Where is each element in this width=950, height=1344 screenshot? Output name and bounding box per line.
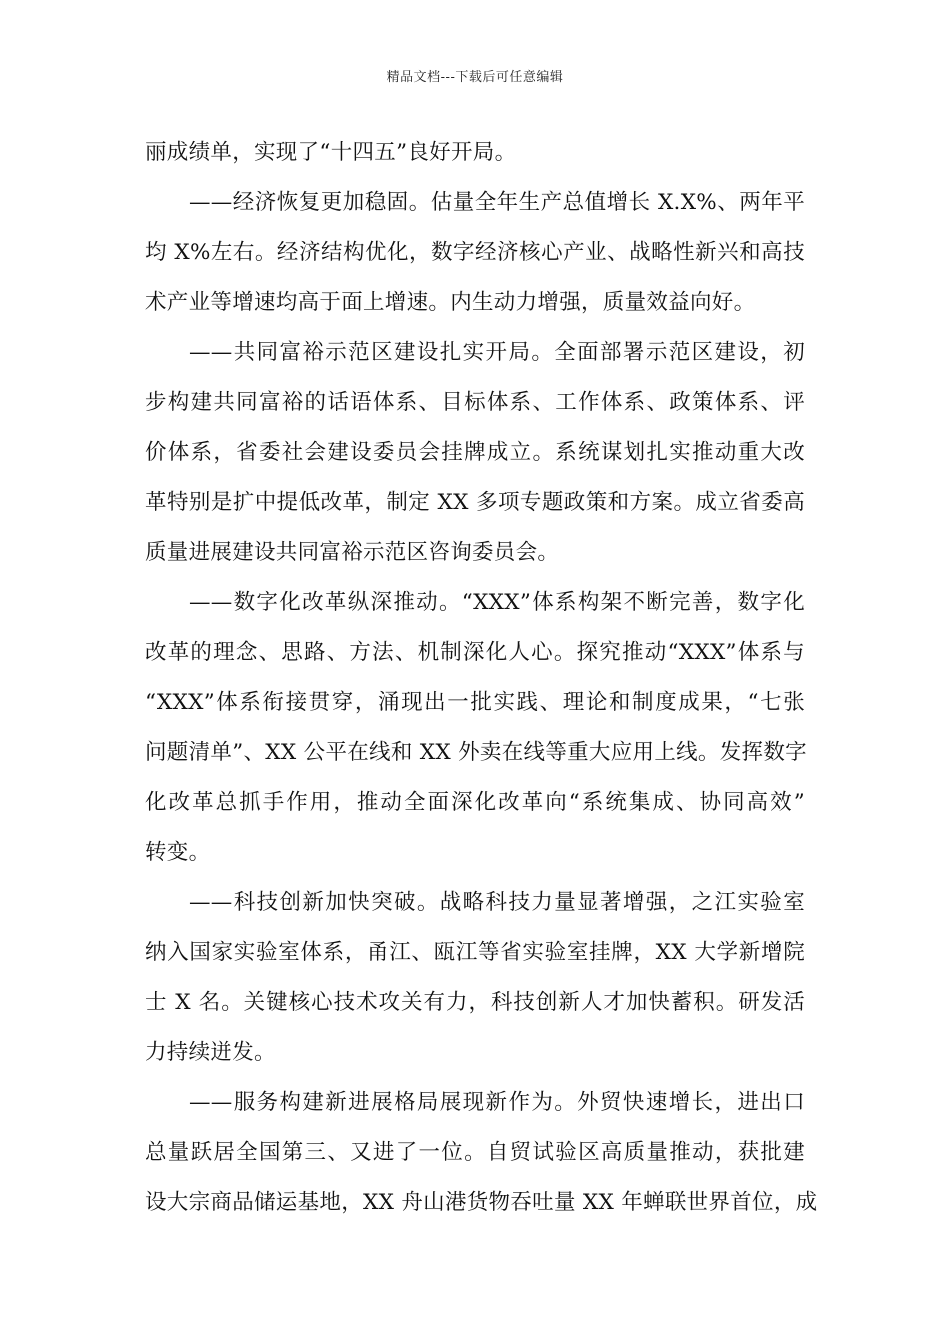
paragraph — [145, 884, 805, 1084]
paragraph-line: 纳入国家实验室体系，甬江、瓯江等省实验室挂牌，XX 大学新增院 — [145, 940, 805, 965]
paragraph-line: 设大宗商品储运基地，XX 舟山港货物吞吐量 XX 年蝉联世界首位，成 — [145, 1190, 818, 1215]
document-body — [145, 134, 818, 1234]
paragraph-line: 质量进展建设共同富裕示范区咨询委员会。 — [145, 540, 560, 565]
page-header: 精品文档---下载后可任意编辑 — [386, 70, 564, 85]
paragraph-line: ——经济恢复更加稳固。估量全年生产总值增长 X.X%、两年平 — [189, 190, 805, 215]
paragraph-line: 丽成绩单，实现了“十四五”良好开局。 — [145, 140, 517, 165]
paragraph-line: 改革的理念、思路、方法、机制深化人心。探究推动“XXX”体系与 — [145, 640, 805, 665]
paragraph-line: 问题清单”、XX 公平在线和 XX 外卖在线等重大应用上线。发挥数字 — [145, 740, 807, 765]
paragraph — [145, 184, 805, 334]
paragraph-line: 革特别是扩中提低改革，制定 XX 多项专题政策和方案。成立省委高 — [145, 490, 805, 515]
paragraph-line: “XXX”体系衔接贯穿，涌现出一批实践、理论和制度成果，“七张 — [145, 690, 805, 715]
paragraph-line: 力持续迸发。 — [145, 1040, 276, 1065]
paragraph-line: ——共同富裕示范区建设扎实开局。全面部署示范区建设，初 — [189, 340, 805, 365]
paragraph-line: ——服务构建新进展格局展现新作为。外贸快速增长，进出口 — [189, 1090, 805, 1115]
paragraph-line: 均 X%左右。经济结构优化，数字经济核心产业、战略性新兴和高技 — [145, 240, 805, 265]
paragraph-line: 转变。 — [145, 840, 211, 865]
paragraph-line: 士 X 名。关键核心技术攻关有力，科技创新人才加快蓄积。研发活 — [145, 990, 805, 1015]
paragraph — [145, 1084, 818, 1234]
paragraph-line: 总量跃居全国第三、又进了一位。自贸试验区高质量推动，获批建 — [145, 1140, 805, 1165]
paragraph — [145, 134, 805, 184]
paragraph-line: 步构建共同富裕的话语体系、目标体系、工作体系、政策体系、评 — [145, 390, 805, 415]
paragraph-line: 术产业等增速均高于面上增速。内生动力增强，质量效益向好。 — [145, 290, 756, 315]
paragraph-line: 化改革总抓手作用，推动全面深化改革向“系统集成、协同高效” — [145, 790, 805, 815]
paragraph-line: ——科技创新加快突破。战略科技力量显著增强，之江实验室 — [189, 890, 805, 915]
paragraph-line: ——数字化改革纵深推动。“XXX”体系构架不断完善，数字化 — [189, 590, 805, 615]
paragraph-line: 价体系，省委社会建设委员会挂牌成立。系统谋划扎实推动重大改 — [145, 440, 805, 465]
paragraph — [145, 334, 805, 584]
paragraph — [145, 584, 805, 884]
